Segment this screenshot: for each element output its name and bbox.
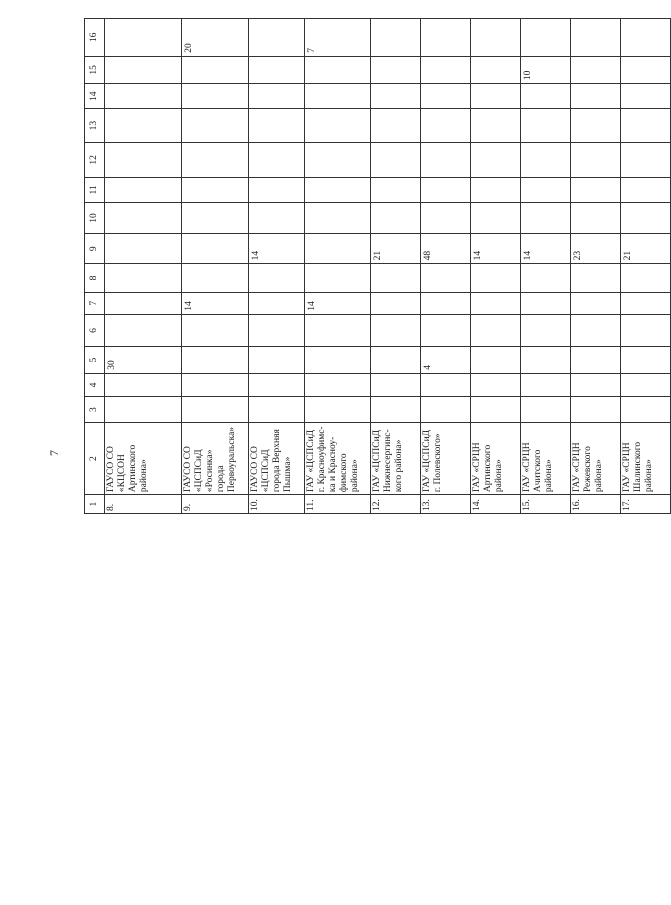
table-cell: 14 — [249, 234, 305, 264]
table-cell — [571, 397, 621, 423]
table-cell — [571, 314, 621, 347]
table-cell — [571, 56, 621, 83]
table-cell — [249, 264, 305, 292]
table-cell — [182, 84, 249, 109]
table-cell — [182, 142, 249, 177]
table-cell — [249, 347, 305, 373]
table-cell — [371, 264, 421, 292]
table-cell — [521, 19, 571, 57]
header-cell: 5 — [85, 347, 105, 373]
table-cell — [105, 373, 182, 396]
table-cell — [421, 397, 471, 423]
table-cell — [421, 84, 471, 109]
table-cell — [182, 314, 249, 347]
table-cell — [105, 397, 182, 423]
table-cell: 10 — [521, 56, 571, 83]
table-cell — [182, 109, 249, 143]
organization-name: ГАУ «ЦСПСиД г. Красноуфимс-ка и Красноу-фимского района» — [305, 423, 371, 495]
table-cell — [305, 347, 371, 373]
table-cell — [105, 314, 182, 347]
page-number: 7 — [47, 450, 61, 456]
organization-name: ГАУСО СО «ЦСПСиД «Росинка» города Первоуральска» — [182, 423, 249, 495]
header-cell: 2 — [85, 423, 105, 495]
table-cell — [521, 84, 571, 109]
table-cell: 14 — [521, 234, 571, 264]
table-cell — [571, 373, 621, 396]
row-number: 17. — [621, 495, 671, 514]
organization-name: ГАУСО СО «КЦСОН Артинского района» — [105, 423, 182, 495]
table-cell: 14 — [182, 292, 249, 314]
table-cell: 30 — [105, 347, 182, 373]
table-cell — [571, 109, 621, 143]
table-cell — [621, 314, 671, 347]
table-cell — [571, 202, 621, 233]
table-cell — [305, 397, 371, 423]
table-cell — [621, 19, 671, 57]
table-cell — [471, 84, 521, 109]
table-cell — [571, 177, 621, 202]
table-cell — [305, 84, 371, 109]
table-cell — [471, 347, 521, 373]
header-cell: 3 — [85, 397, 105, 423]
table-row — [182, 19, 249, 514]
table-cell — [249, 56, 305, 83]
organization-name: ГАУ «СРЦН Режевского района» — [571, 423, 621, 495]
table-row — [421, 19, 471, 514]
header-cell: 16 — [85, 19, 105, 57]
table-cell — [521, 373, 571, 396]
row-number: 9. — [182, 495, 249, 514]
table-cell — [471, 314, 521, 347]
table-cell — [521, 177, 571, 202]
table-cell — [521, 202, 571, 233]
table-cell — [471, 397, 521, 423]
row-number: 8. — [105, 495, 182, 514]
table-cell — [571, 264, 621, 292]
table-cell — [621, 292, 671, 314]
table-cell — [105, 264, 182, 292]
header-cell: 10 — [85, 202, 105, 233]
organization-name: ГАУСО СО «ЦСПСиД города Верхняя Пышма» — [249, 423, 305, 495]
table-cell — [421, 142, 471, 177]
row-number: 15. — [521, 495, 571, 514]
header-cell: 9 — [85, 234, 105, 264]
table-row — [621, 19, 671, 514]
table-cell — [621, 109, 671, 143]
row-number: 12. — [371, 495, 421, 514]
table-cell — [471, 109, 521, 143]
rotated-table-container — [84, 18, 671, 514]
organization-name: ГАУ «ЦСПСиД г. Полевского» — [421, 423, 471, 495]
table-cell — [371, 142, 421, 177]
table-cell — [421, 202, 471, 233]
table-cell — [421, 19, 471, 57]
row-number: 14. — [471, 495, 521, 514]
header-row — [85, 19, 105, 514]
header-cell: 6 — [85, 314, 105, 347]
table-cell — [471, 292, 521, 314]
header-cell: 15 — [85, 56, 105, 83]
table-cell — [249, 109, 305, 143]
table-cell — [421, 177, 471, 202]
table-cell — [105, 109, 182, 143]
table-row — [571, 19, 621, 514]
table-cell: 7 — [305, 19, 371, 57]
table-row — [371, 19, 421, 514]
table-cell — [249, 373, 305, 396]
header-cell: 13 — [85, 109, 105, 143]
table-cell — [305, 264, 371, 292]
table-cell — [521, 347, 571, 373]
table-cell — [371, 292, 421, 314]
table-cell — [105, 202, 182, 233]
table-cell: 23 — [571, 234, 621, 264]
table-cell — [249, 84, 305, 109]
table-cell — [621, 56, 671, 83]
table-cell — [371, 314, 421, 347]
table-cell — [371, 373, 421, 396]
table-cell — [621, 373, 671, 396]
table-cell — [182, 202, 249, 233]
table-cell — [182, 347, 249, 373]
table-cell — [471, 373, 521, 396]
header-cell: 12 — [85, 142, 105, 177]
rotated-table-region — [84, 18, 654, 833]
table-cell — [105, 234, 182, 264]
table-cell — [249, 314, 305, 347]
header-cell: 4 — [85, 373, 105, 396]
organization-name: ГАУ «СРЦН Ачитского района» — [521, 423, 571, 495]
table-cell: 14 — [471, 234, 521, 264]
table-cell: 4 — [421, 347, 471, 373]
table-cell — [371, 177, 421, 202]
table-cell — [471, 19, 521, 57]
table-cell — [471, 202, 521, 233]
header-cell: 1 — [85, 495, 105, 514]
table-cell — [571, 347, 621, 373]
table-cell — [571, 19, 621, 57]
table-cell — [371, 397, 421, 423]
table-cell — [371, 56, 421, 83]
table-cell — [421, 314, 471, 347]
table-cell — [249, 177, 305, 202]
header-cell: 8 — [85, 264, 105, 292]
table-cell — [182, 373, 249, 396]
table-cell — [421, 264, 471, 292]
table-cell — [182, 234, 249, 264]
table-cell — [621, 347, 671, 373]
table-row — [305, 19, 371, 514]
table-cell — [571, 292, 621, 314]
table-cell — [371, 19, 421, 57]
table-cell — [621, 264, 671, 292]
table-cell — [182, 56, 249, 83]
organization-name: ГАУ «ЦСПСиД Нижнесергинс-кого района» — [371, 423, 421, 495]
data-table — [84, 18, 671, 514]
row-number: 11. — [305, 495, 371, 514]
table-cell — [521, 142, 571, 177]
table-cell — [621, 84, 671, 109]
table-row — [471, 19, 521, 514]
table-cell — [105, 84, 182, 109]
row-number: 10. — [249, 495, 305, 514]
table-row — [249, 19, 305, 514]
table-cell — [105, 292, 182, 314]
table-cell — [521, 292, 571, 314]
table-cell — [305, 177, 371, 202]
table-cell — [471, 264, 521, 292]
table-cell — [305, 234, 371, 264]
table-cell — [371, 202, 421, 233]
table-cell: 21 — [621, 234, 671, 264]
table-cell — [421, 292, 471, 314]
table-cell — [621, 177, 671, 202]
table-cell — [249, 397, 305, 423]
table-cell — [521, 264, 571, 292]
organization-name: ГАУ «СРЦН Шалинского района» — [621, 423, 671, 495]
table-cell — [371, 84, 421, 109]
table-cell — [105, 56, 182, 83]
table-cell — [249, 292, 305, 314]
table-cell — [521, 314, 571, 347]
table-cell — [371, 109, 421, 143]
table-cell — [621, 142, 671, 177]
table-cell — [621, 202, 671, 233]
table-cell — [471, 177, 521, 202]
table-cell: 20 — [182, 19, 249, 57]
table-cell — [471, 142, 521, 177]
header-cell: 14 — [85, 84, 105, 109]
table-row — [521, 19, 571, 514]
table-cell — [371, 347, 421, 373]
table-cell — [182, 177, 249, 202]
table-cell — [105, 142, 182, 177]
table-cell — [305, 373, 371, 396]
table-cell: 14 — [305, 292, 371, 314]
table-cell: 48 — [421, 234, 471, 264]
table-cell — [305, 314, 371, 347]
table-cell — [421, 56, 471, 83]
table-cell — [249, 142, 305, 177]
table-cell — [182, 264, 249, 292]
table-cell — [305, 109, 371, 143]
table-cell — [182, 397, 249, 423]
row-number: 13. — [421, 495, 471, 514]
table-cell — [305, 56, 371, 83]
table-cell — [305, 202, 371, 233]
table-cell — [621, 397, 671, 423]
table-cell — [249, 19, 305, 57]
table-cell — [571, 84, 621, 109]
table-cell — [521, 109, 571, 143]
table-cell: 21 — [371, 234, 421, 264]
table-cell — [249, 202, 305, 233]
row-number: 16. — [571, 495, 621, 514]
header-cell: 7 — [85, 292, 105, 314]
table-cell — [105, 19, 182, 57]
table-cell — [521, 397, 571, 423]
table-cell — [571, 142, 621, 177]
table-cell — [105, 177, 182, 202]
table-row — [105, 19, 182, 514]
table-cell — [471, 56, 521, 83]
table-cell — [421, 109, 471, 143]
table-cell — [421, 373, 471, 396]
table-cell — [305, 142, 371, 177]
organization-name: ГАУ «СРЦН Артинского района» — [471, 423, 521, 495]
header-cell: 11 — [85, 177, 105, 202]
